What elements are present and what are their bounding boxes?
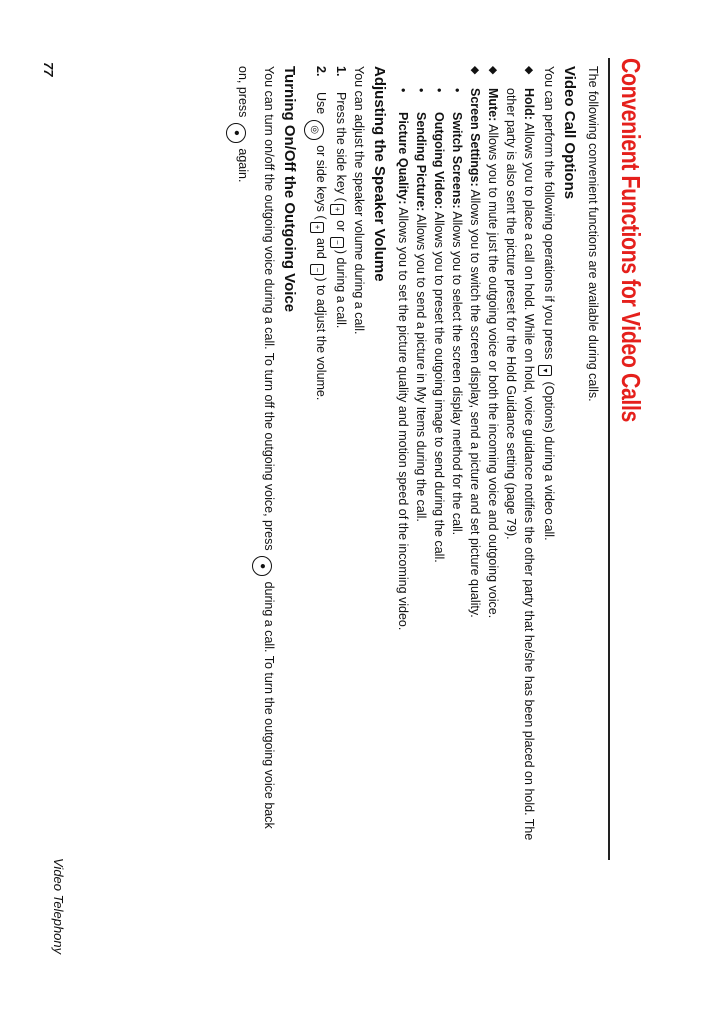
center-key-icon: ● — [252, 556, 272, 576]
options-lead: You can perform the following operations if you press ▾ (Options) during a video call. — [538, 66, 558, 846]
side-key-down-icon: − — [330, 237, 344, 248]
intro-text: The following convenient functions are available during calls. — [586, 66, 600, 402]
diamond-bullet-icon: ◆ — [523, 66, 535, 75]
side-key-up-icon: + — [330, 204, 344, 215]
options-key-icon: ▾ — [538, 365, 552, 376]
outgoing-voice-text: You can turn on/off the outgoing voice during a call. To turn off the outgoing voice, press ● during a call. To turn the outgoing voice back on, press ● again. — [226, 66, 278, 846]
dot-bullet-icon: • — [432, 88, 446, 93]
diamond-bullet-icon: ◆ — [487, 66, 499, 75]
heading-video-call-options: Video Call Options — [561, 66, 578, 200]
sub-option-switch-screens: • Switch Screens: Allows you to select the screen display method for the call. — [450, 88, 464, 536]
speaker-volume-lead: You can adjust the speaker volume during a call. — [352, 66, 366, 335]
header-rule — [608, 58, 610, 860]
sub-option-sending-picture: • Sending Picture: Allows you to send a picture in My Items during the call. — [414, 88, 428, 522]
option-hold: ◆ Hold: Allows you to place a call on hold. While on hold, voice guidance notifies the other party that he/she has been placed on hold. The other party is also sent the picture preset for the Hold Guidance setting (page 79). — [504, 66, 536, 841]
page-number: 77 — [41, 62, 56, 77]
page-content — [226, 66, 602, 846]
dot-bullet-icon: • — [396, 88, 410, 93]
sub-option-picture-quality: • Picture Quality: Allows you to set the picture quality and motion speed of the incoming video. — [396, 88, 410, 631]
dot-bullet-icon: • — [414, 88, 428, 93]
navigation-key-icon: ◎ — [304, 120, 324, 140]
option-mute: ◆ Mute: Allows you to mute just the outgoing voice or both the incoming voice and outgoing voice. — [486, 66, 500, 619]
sub-option-outgoing-video: • Outgoing Video: Allows you to preset the outgoing image to send during the call. — [432, 88, 446, 563]
option-screen-settings: ◆ Screen Settings: Allows you to switch the screen display, send a picture and set picture quality. — [468, 66, 482, 618]
center-key-icon: ● — [226, 123, 246, 143]
side-key-up-icon: + — [310, 222, 324, 233]
heading-speaker-volume: Adjusting the Speaker Volume — [371, 66, 388, 282]
section-name: Video Telephony — [51, 858, 66, 955]
side-key-down-icon: − — [310, 264, 324, 275]
heading-outgoing-voice: Turning On/Off the Outgoing Voice — [281, 66, 298, 313]
diamond-bullet-icon: ◆ — [469, 66, 481, 75]
dot-bullet-icon: • — [450, 88, 464, 93]
step-1: 1. Press the side key (+ or −) during a call. — [330, 66, 350, 846]
chapter-title: Convenient Functions for Video Calls — [616, 58, 646, 422]
step-2: 2. Use ◎ or side keys (+ and −) to adjust the volume. — [304, 66, 330, 846]
